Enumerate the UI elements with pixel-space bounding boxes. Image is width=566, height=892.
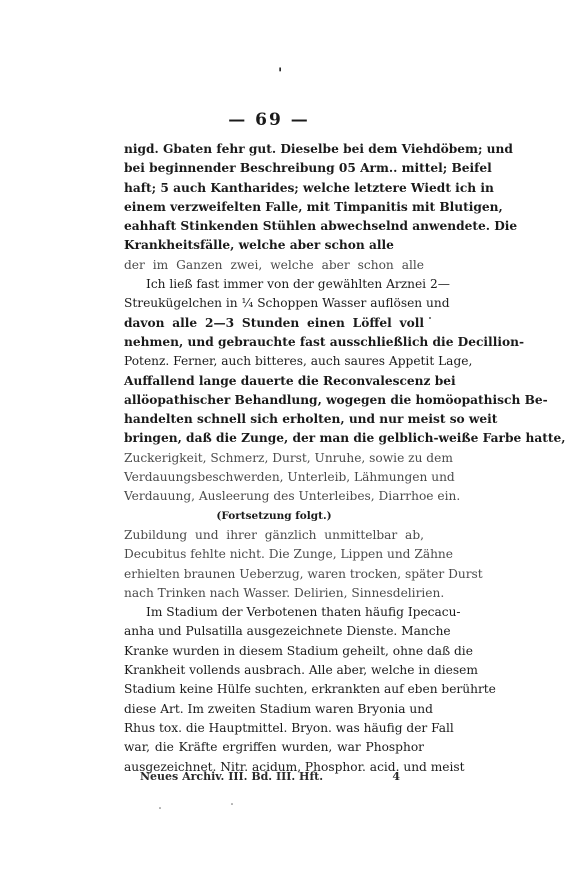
top-ink-mark: '	[278, 66, 283, 82]
text-line: nehmen, und gebrauchte fast ausschließlich die Decillion-	[124, 334, 524, 349]
text-line: Verdauung, Ausleerung des Unterleibes, Diarrhoe ein.	[124, 489, 461, 504]
text-line: einem verzweifelten Falle, mit Timpanitis mit Blutigen,	[124, 199, 503, 214]
text-line: ausgezeichnet. Nitr. acidum, Phosphor. acid. und meist	[124, 759, 465, 774]
text-line: handelten schnell sich erholten, und nur meist so weit	[124, 412, 498, 427]
text-line: allöopathischer Behandlung, wogegen die homöopathisch Be-	[124, 392, 548, 407]
text-line: anha und Pulsatilla ausgezeichnete Dienste. Manche	[124, 624, 451, 639]
text-line: erhielten braunen Ueberzug, waren trocken, später Durst	[124, 566, 483, 581]
text-line: Ich ließ fast immer von der gewählten Arznei 2—	[146, 277, 450, 292]
text-line: Decubitus fehlte nicht. Die Zunge, Lippen und Zähne	[124, 547, 453, 562]
ink-speck	[159, 807, 161, 809]
text-line: Krankheitsfälle, welche aber schon alle	[124, 238, 394, 253]
text-line: Stadium keine Hülfe suchten, erkrankten auf eben berührte	[124, 682, 496, 697]
text-line: Zuckerigkeit, Schmerz, Durst, Unruhe, sowie zu dem	[124, 450, 453, 465]
text-line: Verdauungsbeschwerden, Unterleib, Lähmungen und	[124, 470, 455, 485]
text-line: der im Ganzen zwei, welche aber schon alle	[124, 257, 424, 272]
text-line: bringen, daß die Zunge, der man die gelblich-weiße Farbe hatte,	[124, 431, 566, 446]
text-line: Im Stadium der Verbotenen thaten häufig Ipecacu-	[146, 605, 461, 620]
text-line: Rhus tox. die Hauptmittel. Bryon. was häufig der Fall	[124, 720, 454, 735]
text-line: bei beginnender Beschreibung 05 Arm.. mittel; Beifel	[124, 161, 492, 176]
ink-speck	[231, 803, 233, 805]
text-line: Krankheit vollends ausbrach. Alle aber, welche in diesem	[124, 663, 478, 678]
page-number: — 69 —	[228, 110, 310, 130]
text-line: nigd. Gbaten fehr gut. Dieselbe bei dem Viehdöbem; und	[124, 142, 513, 156]
text-line: Zubildung und ihrer gänzlich unmittelbar ab,	[124, 527, 424, 542]
continuation-note: (Fortsetzung folgt.)	[216, 509, 332, 522]
text-line: Kranke wurden in diesem Stadium geheilt, ohne daß die	[124, 643, 473, 658]
text-line: eahhaft Stinkenden Stühlen abwechselnd anwendete. Die	[124, 219, 518, 234]
ink-speck	[429, 317, 431, 319]
text-line: Streukügelchen in ¼ Schoppen Wasser auflösen und	[124, 296, 450, 311]
text-line: diese Art. Im zweiten Stadium waren Bryonia und	[124, 701, 433, 716]
journal-signature-line: Neues Archiv. III. Bd. III. Hft.	[140, 770, 324, 783]
text-line: Potenz. Ferner, auch bitteres, auch saures Appetit Lage,	[124, 354, 473, 369]
text-line: nach Trinken nach Wasser. Delirien, Sinnesdelirien.	[124, 585, 445, 600]
sheet-signature: 4	[392, 770, 400, 783]
text-line: Auffallend lange dauerte die Reconvalescenz bei	[124, 373, 456, 388]
text-line: haft; 5 auch Kantharides; welche letztere Wiedt ich in	[124, 180, 494, 195]
text-line: war, die Kräfte ergriffen wurden, war Phosphor	[124, 740, 424, 755]
text-line: davon alle 2—3 Stunden einen Löffel voll	[124, 315, 424, 330]
